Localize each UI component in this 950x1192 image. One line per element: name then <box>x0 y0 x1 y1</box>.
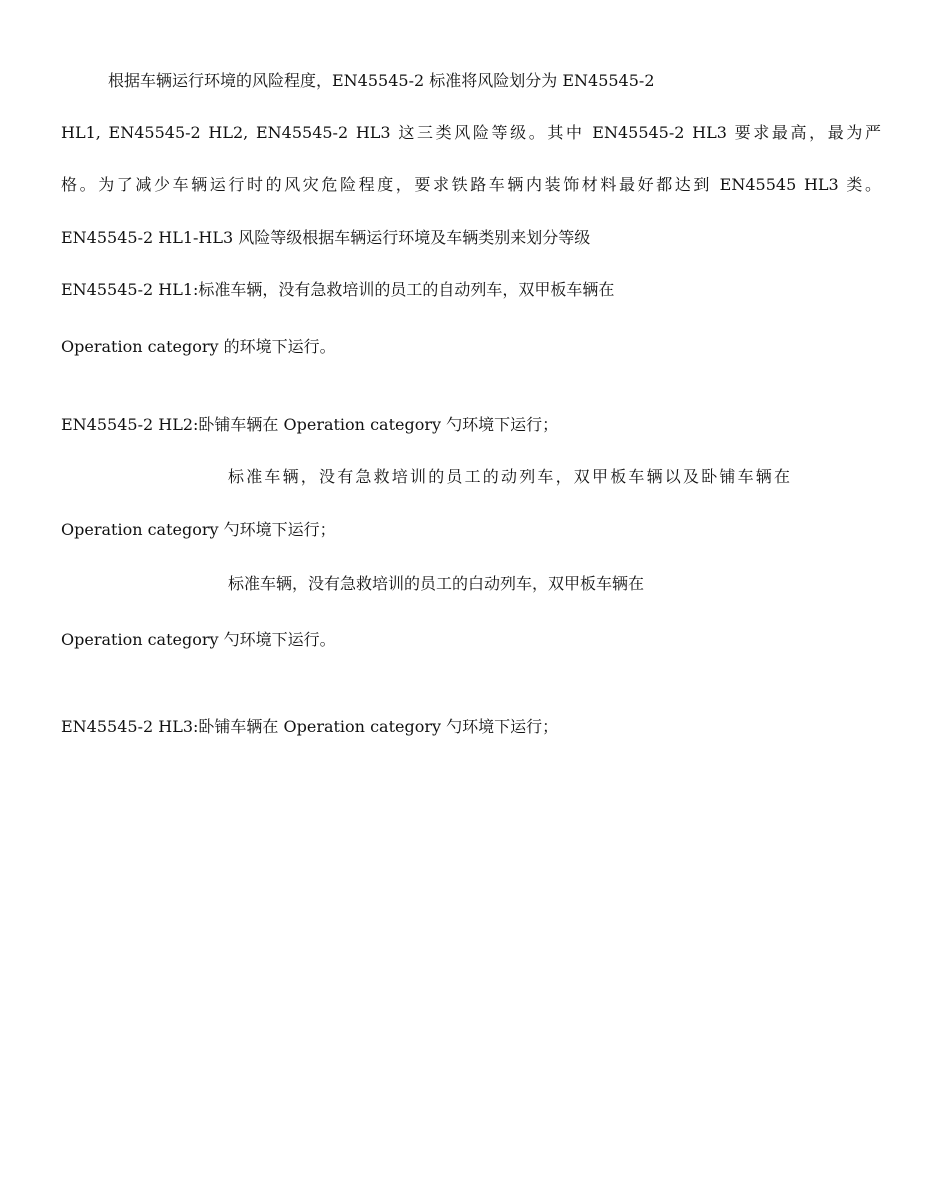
paragraph-line-3: 格。为了减少车辆运行时的风灾危险程度，要求铁路车辆内装饰材料最好都达到 EN45545 HL3 类。 <box>61 175 881 194</box>
paragraph-line-1: 根据车辆运行环境的风险程度，EN45545-2 标准将风险划分为 EN45545-2 <box>108 71 655 90</box>
hl2-condition-line-2: 标准车辆，没有急救培训的员工的白动列车，双甲板车辆在 <box>228 574 645 593</box>
hazard-level-heading: EN45545-2 HL1-HL3 风险等级根据车辆运行环境及车辆类别来划分等级 <box>61 228 591 247</box>
hl3-definition-line: EN45545-2 HL3:卧铺车辆在 Operation category 勺环境下运行； <box>61 717 559 736</box>
hl2-condition-line-1: 标准车辆，没有急救培训的员工的动列车，双甲板车辆以及卧铺车辆在 <box>228 467 793 486</box>
hl2-definition-line: EN45545-2 HL2:卧铺车辆在 Operation category 勺环境下运行； <box>61 415 559 434</box>
hl1-definition-line: EN45545-2 HL1:标准车辆，没有急救培训的员工的自动列车，双甲板车辆在 <box>61 280 615 299</box>
paragraph-line-2: HL1, EN45545-2 HL2, EN45545-2 HL3 这三类风险等级。其中 EN45545-2 HL3 要求最高，最为严 <box>61 123 881 142</box>
hl1-continuation-line: Operation category 的环境下运行。 <box>61 337 336 356</box>
hl2-continuation-line-1: Operation category 勺环境下运行； <box>61 520 336 539</box>
hl2-continuation-line-2: Operation category 勺环境下运行。 <box>61 630 336 649</box>
